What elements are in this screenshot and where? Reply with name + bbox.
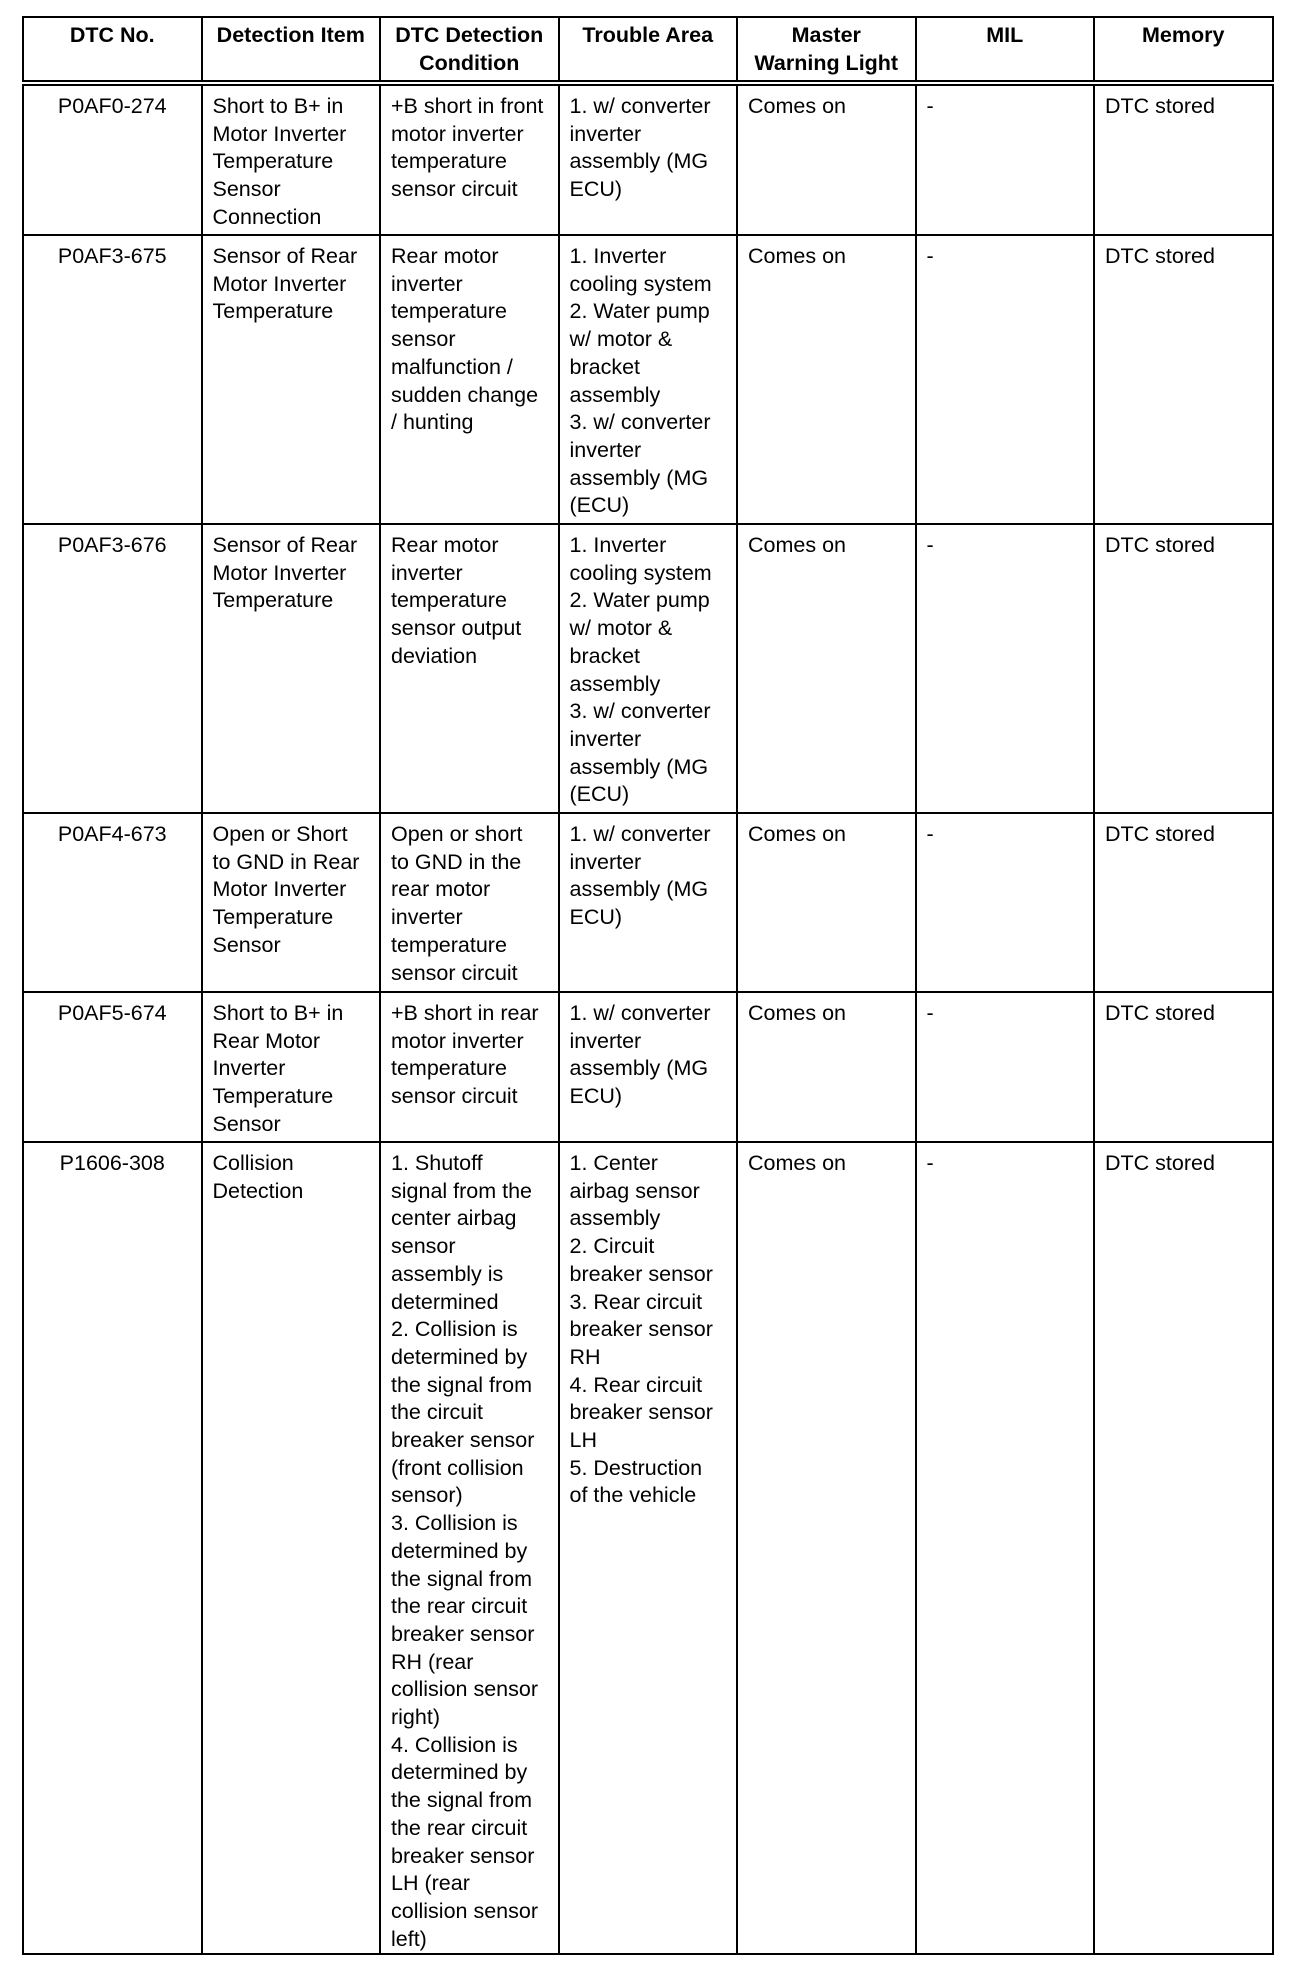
dtc-no-cell: P0AF5-674	[23, 992, 202, 1142]
mil-cell: -	[916, 524, 1095, 813]
table-row	[23, 524, 1273, 813]
header-mil: MIL	[916, 17, 1095, 83]
memory-cell: DTC stored	[1094, 524, 1273, 813]
master-warning-light-cell: Comes on	[737, 83, 916, 235]
trouble-area-cell: 1. Inverter cooling system 2. Water pump w/ motor & bracket assembly 3. w/ converter inverter assembly (MG (ECU)	[559, 524, 738, 813]
master-warning-light-cell: Comes on	[737, 1142, 916, 1954]
memory-cell: DTC stored	[1094, 813, 1273, 992]
header-detection-item: Detection Item	[202, 17, 381, 83]
detection-item-cell: Open or Short to GND in Rear Motor Inverter Temperature Sensor	[202, 813, 381, 992]
detection-item-cell: Short to B+ in Motor Inverter Temperature Sensor Connection	[202, 83, 381, 235]
trouble-area-cell: 1. w/ converter inverter assembly (MG ECU)	[559, 83, 738, 235]
master-warning-light-cell: Comes on	[737, 992, 916, 1142]
detection-item-cell: Collision Detection	[202, 1142, 381, 1954]
header-master-warning-light: Master Warning Light	[737, 17, 916, 83]
detection-condition-cell: Open or short to GND in the rear motor inverter temperature sensor circuit	[380, 813, 559, 992]
table-row	[23, 235, 1273, 524]
table-row	[23, 813, 1273, 992]
detection-item-cell: Sensor of Rear Motor Inverter Temperature	[202, 524, 381, 813]
detection-item-cell: Sensor of Rear Motor Inverter Temperature	[202, 235, 381, 524]
detection-condition-cell: Rear motor inverter temperature sensor malfunction / sudden change / hunting	[380, 235, 559, 524]
trouble-area-cell: 1. w/ converter inverter assembly (MG ECU)	[559, 813, 738, 992]
dtc-no-cell: P0AF3-676	[23, 524, 202, 813]
trouble-area-cell: 1. Inverter cooling system 2. Water pump w/ motor & bracket assembly 3. w/ converter inverter assembly (MG (ECU)	[559, 235, 738, 524]
dtc-no-cell: P0AF0-274	[23, 83, 202, 235]
master-warning-light-cell: Comes on	[737, 813, 916, 992]
table-row	[23, 1142, 1273, 1954]
header-row	[23, 17, 1273, 83]
memory-cell: DTC stored	[1094, 992, 1273, 1142]
dtc-no-cell: P0AF4-673	[23, 813, 202, 992]
header-detection-condition: DTC Detection Condition	[380, 17, 559, 83]
memory-cell: DTC stored	[1094, 83, 1273, 235]
detection-item-cell: Short to B+ in Rear Motor Inverter Temperature Sensor	[202, 992, 381, 1142]
header-trouble-area: Trouble Area	[559, 17, 738, 83]
header-dtc-no: DTC No.	[23, 17, 202, 83]
trouble-area-cell: 1. Center airbag sensor assembly 2. Circuit breaker sensor 3. Rear circuit breaker sensor RH 4. Rear circuit breaker sensor LH 5. Destruction of the vehicle	[559, 1142, 738, 1954]
mil-cell: -	[916, 1142, 1095, 1954]
master-warning-light-cell: Comes on	[737, 524, 916, 813]
detection-condition-cell: +B short in rear motor inverter temperature sensor circuit	[380, 992, 559, 1142]
table-row	[23, 83, 1273, 235]
detection-condition-cell: 1. Shutoff signal from the center airbag sensor assembly is determined 2. Collision is determined by the signal from the circuit breaker sensor (front collision sensor) 3. Collision is determined by the signal from the rear circuit breaker sensor RH (rear collision sensor right) 4. Collision is determined by the signal from the rear circuit breaker sensor LH (rear collision sensor left)	[380, 1142, 559, 1954]
dtc-no-cell: P1606-308	[23, 1142, 202, 1954]
dtc-no-cell: P0AF3-675	[23, 235, 202, 524]
mil-cell: -	[916, 83, 1095, 235]
master-warning-light-cell: Comes on	[737, 235, 916, 524]
table-row	[23, 992, 1273, 1142]
dtc-table	[22, 16, 1274, 1955]
trouble-area-cell: 1. w/ converter inverter assembly (MG ECU)	[559, 992, 738, 1142]
memory-cell: DTC stored	[1094, 1142, 1273, 1954]
detection-condition-cell: Rear motor inverter temperature sensor output deviation	[380, 524, 559, 813]
memory-cell: DTC stored	[1094, 235, 1273, 524]
mil-cell: -	[916, 235, 1095, 524]
mil-cell: -	[916, 813, 1095, 992]
detection-condition-cell: +B short in front motor inverter temperature sensor circuit	[380, 83, 559, 235]
mil-cell: -	[916, 992, 1095, 1142]
header-memory: Memory	[1094, 17, 1273, 83]
